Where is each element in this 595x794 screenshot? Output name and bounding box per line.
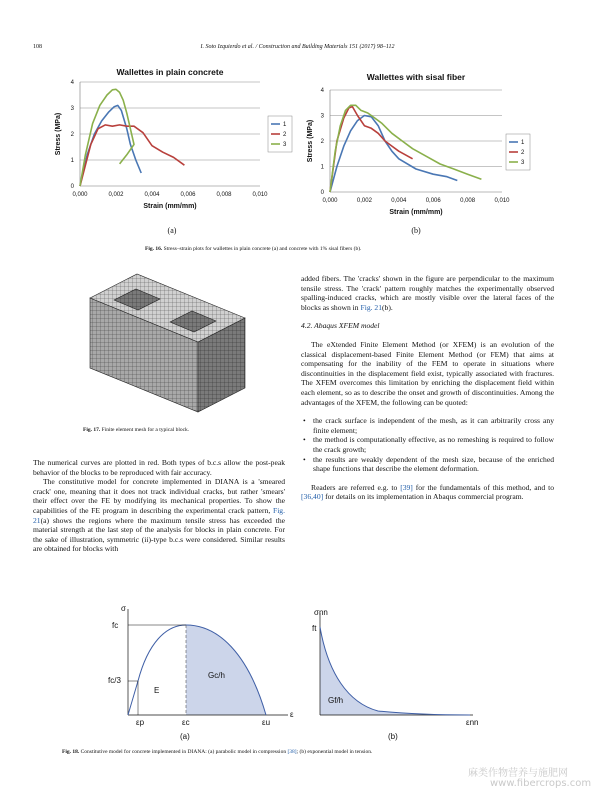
fig18a-sub: (a) (180, 732, 190, 741)
eps-label: ε (290, 710, 294, 719)
right-paragraph-3: Readers are referred e.g. to [39] for the fundamentals of this method, and to [36,40] for details on its implementation in Abaqus commercial program. (301, 482, 555, 502)
right-paragraph-2: The eXtended Finite Element Method (or XFEM) is an evolution of the classical displacement-based Finite Element Method (or FEM) that aims at compensating for the inability of the FEM to operate in situations where discontinuities in the displacement field exist, typically associated with fractures. The XFEM overcomes this limitation by enriching the displacement field within each element, so as to describe the onset and growth of discontinuities. Among the advantages of the XFEM, the following can be quoted: (301, 339, 554, 407)
y-tick-label: 2 (320, 139, 324, 145)
left-paragraph-2: The constitutive model for concrete implemented in DIANA is a 'smeared crack' one, meaning that it does not track individual cracks, but rather 'smears' their effect over the FE by modifying its mechanical properties. To show the capabilities of the FE program in describing the experimental crack pattern, Fig. 21(a) shows the regions where the maximum tensile stress has exceeded the material strength at the last step of the analysis for blocks in plain concrete. For the sake of illustration, symmetric (ii)-type b.c.s were considered. Similar results are obtained for blocks with (33, 477, 285, 554)
left-column (33, 458, 285, 554)
chart-plain-concrete (40, 62, 295, 222)
sigma-label: σ (121, 604, 126, 613)
fig17-caption-text: Finite element mesh for a typical block. (101, 427, 190, 433)
x-tick-label: 0,000 (322, 198, 338, 204)
fc-label: fc (112, 621, 119, 630)
legend (268, 116, 292, 152)
ep-label: εp (136, 718, 145, 727)
legend-label: 2 (521, 150, 525, 156)
y-tick-label: 4 (70, 80, 74, 86)
fig17-caption (83, 427, 189, 433)
list-item: • the results are weakly dependent of the mesh size, because of the enriched shape functions that describe the element deformation. (313, 455, 554, 474)
series-line-3 (330, 105, 481, 192)
x-tick-label: 0,002 (108, 192, 124, 198)
y-tick-label: 1 (320, 164, 324, 171)
fig18-caption-label: Fig. 18. (62, 749, 80, 755)
y-axis-label: Stress (MPa) (55, 112, 62, 156)
fig17-caption-label: Fig. 17. (83, 427, 101, 433)
x-tick-label: 0,010 (494, 198, 510, 204)
x-tick-label: 0,000 (72, 192, 88, 198)
fig21-link[interactable]: Fig. 21 (33, 505, 285, 525)
legend-label: 1 (283, 122, 287, 128)
fig16-sub-b: (b) (411, 226, 421, 235)
x-tick-label: 0,004 (391, 198, 407, 204)
series-line-1 (330, 116, 457, 193)
page-number: 108 (33, 44, 42, 50)
legend-label: 1 (521, 140, 525, 146)
running-title: I. Soto Izquierdo et al. / Construction and Building Materials 151 (2017) 98–112 (200, 44, 395, 50)
ft-label: ft (312, 624, 317, 633)
gf-label: Gf/h (328, 696, 344, 705)
fc3-label: fc/3 (108, 676, 121, 685)
y-tick-label: 0 (320, 190, 324, 196)
series-line-3 (80, 89, 134, 186)
x-axis-label: Strain (mm/mm) (143, 203, 197, 210)
legend (506, 134, 530, 170)
right-column (301, 274, 554, 502)
chart-sisal-fiber (302, 68, 542, 228)
x-tick-label: 0,002 (356, 198, 372, 204)
fig18a-diagram (108, 603, 308, 743)
fig18b-sub: (b) (388, 732, 398, 741)
list-item: • the crack surface is independent of the mesh, as it can arbitrarily cross any finite element; (313, 416, 554, 435)
gc-label: Gc/h (208, 671, 225, 680)
x-tick-label: 0,008 (216, 192, 232, 198)
ref-38-link[interactable]: [38] (287, 749, 297, 755)
x-axis-label: Strain (mm/mm) (389, 209, 443, 216)
fe-mesh-block (80, 270, 260, 420)
series-line-1 (80, 105, 141, 186)
legend-label: 3 (521, 160, 525, 166)
y-tick-label: 1 (70, 158, 74, 164)
x-tick-label: 0,008 (460, 198, 476, 204)
fig18-caption: Fig. 18. Constitutive model for concrete implemented in DIANA: (a) parabolic model in compression [38]; (b) exponential model in tension. (62, 749, 373, 755)
fig21-link-b[interactable]: Fig. 21 (360, 302, 383, 312)
fig18b-diagram (308, 603, 488, 743)
modulus-label: E (154, 686, 160, 695)
y-tick-label: 2 (70, 132, 74, 138)
snn-label: σnn (314, 608, 328, 617)
chart-title: Wallettes with sisal fiber (366, 72, 466, 82)
x-tick-label: 0,010 (252, 192, 268, 198)
legend-label: 2 (283, 132, 287, 138)
watermark-url: www.fibercrops.com (490, 778, 592, 789)
y-axis-label: Stress (MPa) (307, 119, 314, 163)
y-tick-label: 3 (70, 106, 74, 112)
right-paragraph-1: added fibers. The 'cracks' shown in the figure are perpendicular to the maximum tensile stress. The 'crack' pattern roughly matches the experimentally observed spalling-induced cracks, which are mostly visible over the lateral faces of the blocks as shown in Fig. 21(b). (301, 274, 554, 312)
fig16-caption-label: Fig. 16. (145, 246, 163, 252)
legend-label: 3 (283, 142, 287, 148)
list-item: • the method is computationally effective, as no remeshing is required to follow the crack growth; (313, 435, 554, 454)
x-tick-label: 0,004 (144, 192, 160, 198)
ref-39-link[interactable]: [39] (400, 482, 413, 492)
fig16-caption (145, 246, 361, 252)
ref-36-40-link[interactable]: [36,40] (301, 492, 324, 502)
y-tick-label: 4 (320, 88, 324, 94)
fig16-caption-text: Stress–strain plots for wallettes in plain concrete (a) and concrete with 1% sisal fibers (b). (163, 246, 362, 252)
section-heading: 4.2. Abaqus XFEM model (301, 321, 380, 331)
watermark-text: 麻类作物营养与施肥网 (468, 768, 568, 779)
enn-label: εnn (466, 718, 479, 727)
x-tick-label: 0,006 (180, 192, 196, 198)
fig16-sub-a: (a) (167, 226, 177, 235)
x-tick-label: 0,006 (425, 198, 441, 204)
advantages-list (301, 416, 554, 474)
y-tick-label: 0 (70, 184, 74, 190)
ec-label: εc (182, 718, 190, 727)
y-tick-label: 3 (320, 113, 324, 120)
fig18a-shaded-area (186, 625, 266, 715)
left-paragraph-1: The numerical curves are plotted in red. Both types of b.c.s allow the post-peak behavior of the blocks to be reproduced with fair accuracy. (33, 458, 285, 477)
chart-title: Wallettes in plain concrete (116, 67, 224, 77)
eu-label: εu (262, 718, 271, 727)
